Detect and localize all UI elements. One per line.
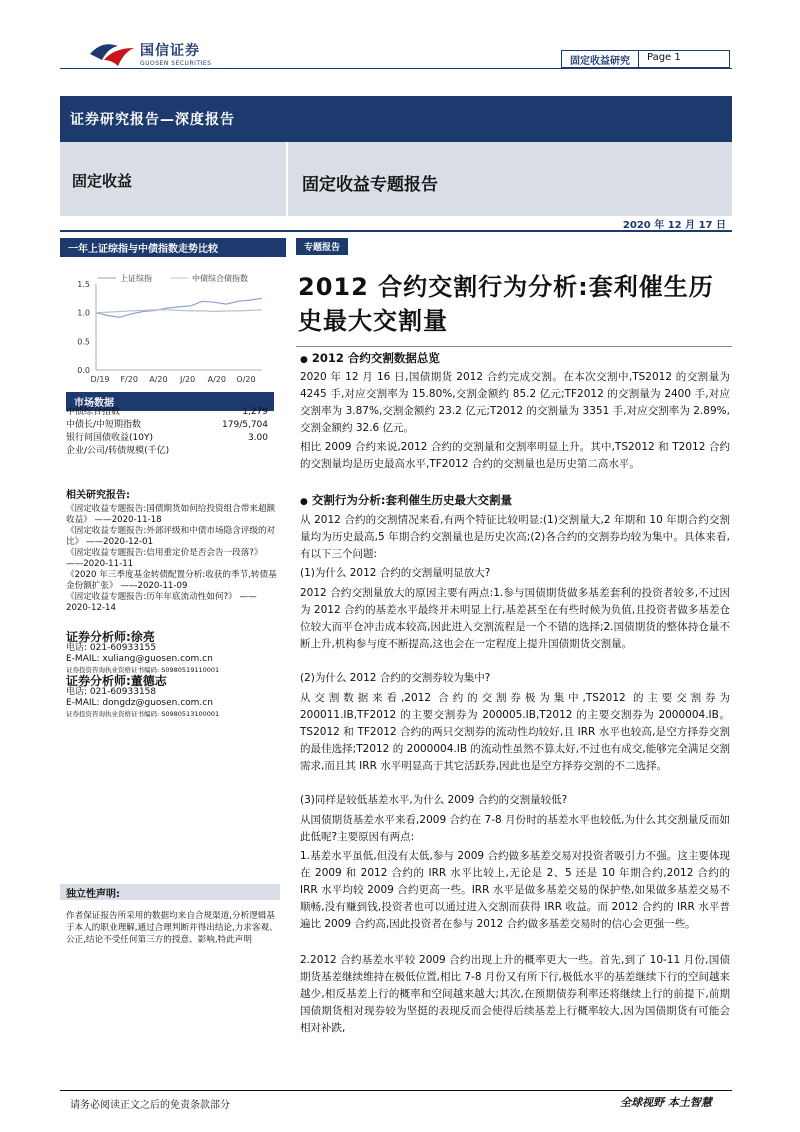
x-tick-label: A/20 [207, 375, 226, 384]
report-type: 证券研究报告—深度报告 [70, 112, 235, 128]
market-row: 中债综合指数 1,279 [66, 407, 268, 417]
footer-disclaimer: 请务必阅读正文之后的免责条款部分 [70, 1100, 230, 1111]
related-reports [66, 490, 278, 614]
analyst-cert: 证券投资咨询执业资格证书编码: S0980519110001 [66, 666, 220, 674]
logo-mark-icon [88, 38, 136, 68]
analyst-email[interactable]: E-MAIL: xuliang@guosen.com.cn [66, 654, 213, 664]
market-row: 企业/公司/转债规模(千亿) [66, 446, 170, 456]
x-tick-label: O/20 [236, 375, 256, 384]
sector-banner [60, 142, 732, 216]
analyst-phone: 电话: 021-60933155 [66, 643, 157, 653]
paragraph: 1.基差水平虽低,但没有太低,参与 2009 合约做多基差交易对投资者吸引力不强。这主要体现在 2009 和 2012 合约的 IRR 水平比较上,无论是 2、5 还是 10 年期合约,2012 合约的 IRR 水平均较 2009 合约更高一些。IRR 水平是做多基差交易的保护垫,如果做多基差交易不顺畅,没有赚到钱,投资者也可以通过进入交割而获得 IRR 收益。而 2012 合约的 IRR 水平普遍比 2009 合约高,因此投资者在参与 2012 合约做多基差交易时的信心会更强一些。 [300, 850, 730, 930]
market-data-title: 市场数据 [66, 392, 274, 411]
declaration-title: 独立性声明: [60, 884, 280, 900]
paragraph: 2012 合约交割量放大的原因主要有两点:1.参与国债期货做多基差套利的投资者较多,不过因为 2012 合约的基差水平最终并未明显上行,基差甚至在有些时候为负值,且投资者做多基差仓位较大而平仓冲击成本较高,因此进入交割流程是一个不错的选择;2.国债期货的整体持仓量不断上升,机构参与度不断提高,这也会在一定程度上提升国债期货交割量。 [300, 587, 730, 650]
chart-title: 一年上证综指与中债指数走势比较 [60, 238, 286, 257]
y-tick-label: 0.0 [77, 366, 90, 375]
logo-chinese-name: 国信证券 [140, 42, 200, 59]
report-date: 2020 年 12 月 17 日 [622, 220, 726, 231]
paragraph: 2020 年 12 月 16 日,国债期货 2012 合约完成交割。在本次交割中,TS2012 的交割量为 4245 手,对应交割率为 15.80%,交割金额约 85.2 亿元;TF2012 的交割量为 2400 手,对应交割率为 3.87%,交割金额约 23.2 亿元;T2012 的交割量为 3351 手,对应交割率为 2.89%,交割金额约 32.6 亿元。 [300, 371, 730, 434]
series-line [96, 298, 262, 317]
related-report-item[interactable]: 《2020 年三季度基金转债配置分析:收获的季节,转债基金份额扩张》 ——2020-11-09 [66, 570, 277, 591]
x-tick-label: F/20 [120, 375, 138, 384]
y-tick-label: 0.5 [77, 337, 90, 347]
paragraph: 从国债期货基差水平来看,2009 合约在 7-8 月份时的基差水平也较低,为什么其交割量反而如此低呢?主要原因有两点: [300, 814, 730, 843]
report-title: 2012 合约交割行为分析:套利催生历史最大交割量 [298, 273, 714, 335]
section-heading: ● 2012 合约交割数据总览 [300, 351, 440, 365]
analyst-cert: 证券投资咨询执业资格证书编码: S0980513100001 [66, 710, 220, 718]
question: (1)为什么 2012 合约的交割量明显放大? [300, 567, 491, 579]
banner-divider [286, 142, 288, 216]
report-type-banner [60, 96, 732, 142]
analyst-email[interactable]: E-MAIL: dongdz@guosen.com.cn [66, 698, 213, 708]
footer-slogan: 全球视野 本土智慧 [620, 1096, 712, 1109]
bullet-icon: ● [300, 497, 308, 507]
paragraph: 相比 2009 合约来说,2012 合约的交割量和交割率明显上升。其中,TS2012 和 T2012 合约的交割量均是历史最高水平,TF2012 合约的交割量也是历史第二高水平。 [300, 441, 730, 470]
related-reports-title: 相关研究报告: [66, 490, 130, 501]
index-chart [66, 254, 274, 390]
guosen-logo [88, 38, 211, 68]
logo-english-name: GUOSEN SECURITIES [140, 59, 212, 67]
market-row: 银行间国债收益(10Y) 3.00 [66, 433, 268, 443]
paragraph: 2.2012 合约基差水平较 2009 合约出现上升的概率更大一些。首先,到了 10-11 月份,国债期货基差继续维持在极低位置,相比 7-8 月份又有所下行,极低水平的基差继续下行的空间越来越少,相反基差上行的概率和空间越来越大;其次,在预期债券利率还将继续上行的前提下,前期国债期货相对现券较为坚挺的表现反而会使得后续基差上行概率较大,因为国债期货有可能会相对补跌, [300, 954, 730, 1034]
market-data-table [66, 406, 274, 458]
page-number: Page 1 [638, 50, 730, 68]
header-rule [60, 68, 732, 69]
analyst-name: 证券分析师:董德志 [66, 674, 167, 688]
related-report-item[interactable]: 《固定收益专题报告:国债期货如何给投资组合带来超额收益》 ——2020-11-18 [66, 504, 276, 525]
index-chart-svg [66, 254, 274, 390]
analyst-name: 证券分析师:徐亮 [66, 630, 155, 644]
y-tick-label: 1.5 [77, 280, 90, 289]
analyst-phone: 电话: 021-60933158 [66, 687, 157, 697]
question: (3)同样是较低基差水平,为什么 2009 合约的交割量较低? [300, 794, 568, 806]
report-tag: 专题报告 [296, 238, 348, 255]
title-rule [296, 346, 732, 347]
bullet-icon: ● [300, 355, 308, 365]
x-tick-label: A/20 [149, 375, 168, 384]
legend-label: 上证综指 [120, 274, 152, 283]
paragraph: 从 2012 合约的交割情况来看,有两个特征比较明显:(1)交割量大,2 年期和 10 年期合约交割量均为历史最高,5 年期合约交割量也是历史次高;(2)各合约的交割券均较为集中。具体来看,有以下三个问题: [300, 514, 730, 560]
date-bar [60, 216, 732, 232]
declaration-text: 作者保证报告所采用的数据均来自合规渠道,分析逻辑基于本人的职业理解,通过合理判断并得出结论,力求客观、公正,结论不受任何第三方的授意、影响,特此声明 [66, 911, 278, 945]
legend-label: 中债综合债指数 [192, 274, 248, 283]
section-heading: ● 交割行为分析:套利催生历史最大交割量 [300, 493, 512, 507]
header-category-page [561, 50, 730, 68]
x-tick-label: D/19 [90, 375, 110, 384]
series-label: 固定收益专题报告 [302, 175, 438, 195]
analyst-info [66, 632, 286, 720]
question: (2)为什么 2012 合约的交割券较为集中? [300, 672, 491, 684]
series-line [96, 310, 262, 313]
y-tick-label: 1.0 [77, 308, 90, 318]
paragraph: 从交割数据来看,2012 合约的交割券极为集中,TS2012 的主要交割券为 200011.IB,TF2012 的主要交割券为 200005.IB,T2012 的主要交割券为 2000004.IB。TS2012 和 TF2012 合约的两只交割券的流动性均较好,且 IRR 水平也较高,是空方择券交割的最佳选择;T2012 的 2000004.IB 的流动性虽然不算太好,不过也有成交,能够完全满足交割需求,而且其 IRR 水平明显高于其它活跃券,因此也是空方择券交割的不二选择。 [300, 692, 730, 772]
footer-rule [60, 1090, 732, 1091]
market-row: 中债长/中短期指数 179/5,704 [66, 420, 268, 430]
header-category: 固定收益研究 [561, 50, 638, 68]
x-tick-label: J/20 [179, 375, 196, 384]
related-report-item[interactable]: 《固定收益专题报告:信用重定价是否会告一段落?》 ——2020-11-11 [66, 548, 263, 569]
sector-label: 固定收益 [72, 172, 133, 190]
related-report-item[interactable]: 《固定收益专题报告:外部评级和中债市场隐含评级的对比》 ——2020-12-01 [66, 526, 276, 547]
related-report-item[interactable]: 《固定收益专题报告:历年年底流动性如何?》 ——2020-12-14 [66, 592, 257, 613]
